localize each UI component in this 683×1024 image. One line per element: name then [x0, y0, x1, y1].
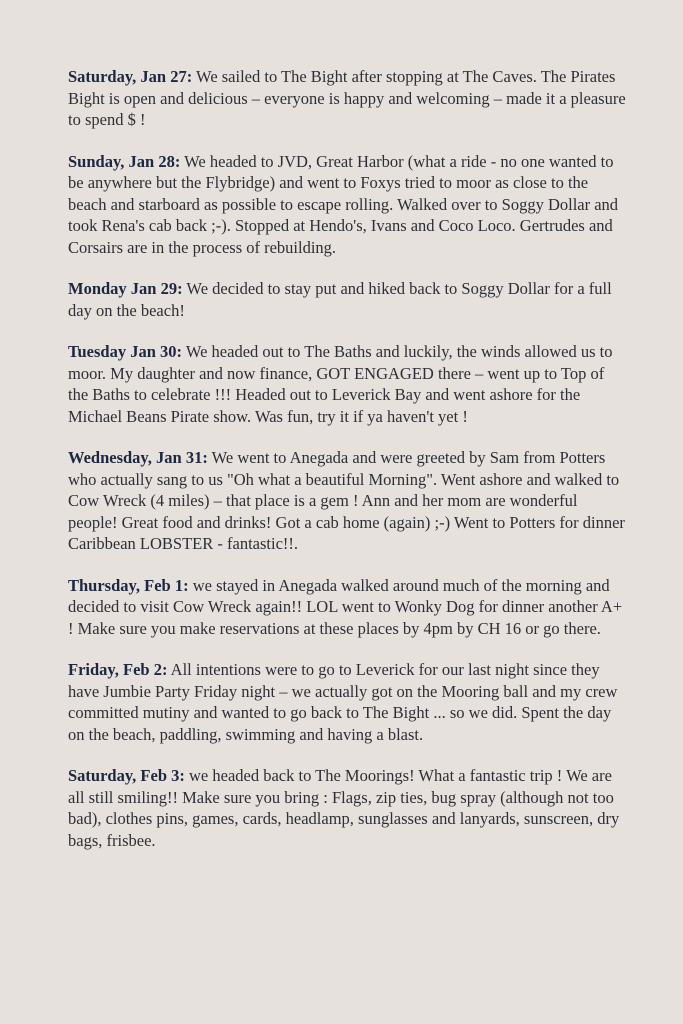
journal-entry-jan-28 [68, 151, 628, 259]
entry-text: We headed to JVD, Great Harbor (what a ride - no one wanted to be anywhere but the Flybridge) and went to Foxys tried to moor as close to the beach and starboard as possible to escape rolling. Walked over to Soggy Dollar and took Rena's cab back ;-). Stopped at Hendo's, Ivans and Coco Loco. Gertrudes and Corsairs are in the process of rebuilding. [68, 151, 619, 257]
entry-date: Saturday, Jan 27: [68, 67, 193, 86]
entry-date: Tuesday Jan 30: [68, 342, 183, 361]
journal-entry-jan-30 [68, 341, 628, 427]
entry-text: we headed back to The Moorings! What a fantastic trip ! We are all still smiling!! Make sure you bring : Flags, zip ties, bug spray (although not too bad), clothes pins, games, cards, headlamp, sunglasses and lanyards, sunscreen, dry bags, frisbee. [68, 766, 620, 850]
entry-date: Friday, Feb 2: [68, 660, 168, 679]
entry-date: Saturday, Feb 3: [68, 766, 185, 785]
journal-entry-jan-31 [68, 447, 628, 555]
journal-entry-jan-29 [68, 278, 628, 321]
entry-text: We went to Anegada and were greeted by Sam from Potters who actually sang to us "Oh what a beautiful Morning". Went ashore and walked to Cow Wreck (4 miles) – that place is a gem ! Ann and her mom are wonderful people! Great food and drinks! Got a cab home (again) ;-) Went to Potters for dinner Caribbean LOBSTER - fantastic!!. [68, 448, 625, 553]
journal-entry-jan-27 [68, 66, 628, 131]
journal-entry-feb-2 [68, 659, 628, 745]
entry-text: we stayed in Anegada walked around much of the morning and decided to visit Cow Wreck again!! LOL went to Wonky Dog for dinner another A+ ! Make sure you make reservations at these places by 4pm by CH 16 or go there. [68, 575, 623, 638]
entry-text: We decided to stay put and hiked back to Soggy Dollar for a full day on the beach! [68, 279, 612, 320]
entry-text: We headed out to The Baths and luckily, the winds allowed us to moor. My daughter and now finance, GOT ENGAGED there – went up to Top of the Baths to celebrate !!! Headed out to Leverick Bay and went ashore for the Michael Beans Pirate show. Was fun, try it if ya haven't yet ! [68, 342, 613, 426]
journal-entry-feb-3 [68, 765, 628, 851]
entry-date: Thursday, Feb 1: [68, 575, 189, 595]
entry-text: We sailed to The Bight after stopping at The Caves. The Pirates Bight is open and delicious – everyone is happy and welcoming – made it a pleasure to spend $ ! [68, 67, 626, 129]
entry-text: All intentions were to go to Leverick for our last night since they have Jumbie Party Friday night – we actually got on the Mooring ball and my crew committed mutiny and wanted to go back to The Bight ... so we did. Spent the day on the beach, paddling, swimming and having a blast. [68, 660, 618, 744]
journal-page [68, 66, 628, 871]
entry-date: Wednesday, Jan 31: [68, 448, 208, 467]
entry-date: Sunday, Jan 28: [68, 151, 181, 171]
entry-date: Monday Jan 29: [68, 279, 183, 298]
journal-entry-feb-1 [68, 575, 628, 640]
